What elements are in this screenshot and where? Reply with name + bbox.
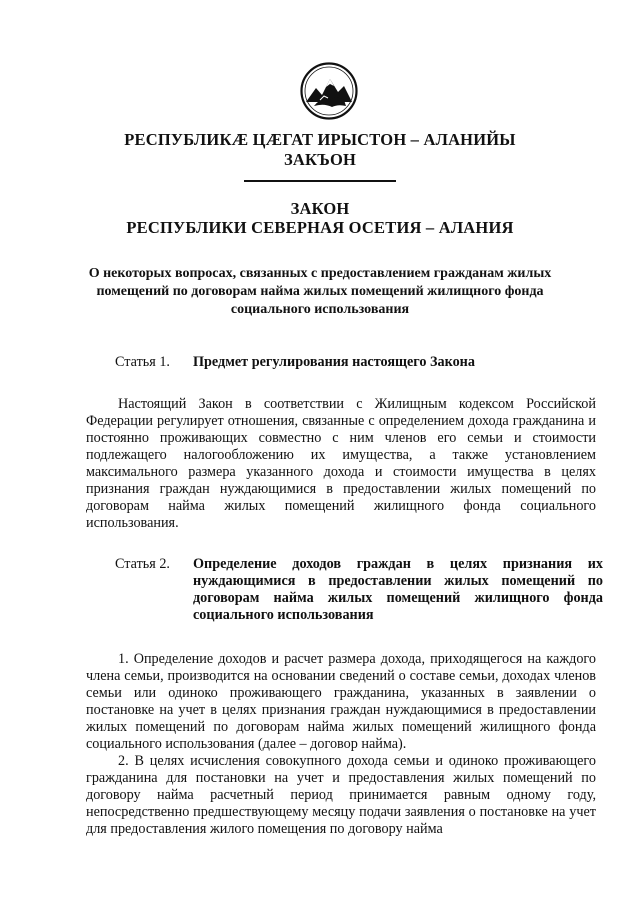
- article-1-paragraph: Настоящий Закон в соответствии с Жилищным кодексом Российской Федерации регулирует отношения, связанные с определением дохода гражданина и постоянно проживающих совместно с ним членов его семьи и стоимости подлежащего налогообложению их имущества, а также установлением максимального размера указанного дохода и стоимости имущества в целях признания граждан нуждающимися в предоставлении жилых помещений по договорам найма жилых помещений жилищного фонда социального использования.: [86, 396, 596, 531]
- article-2-paragraph-1: 1. Определение доходов и расчет размера дохода, приходящегося на каждого члена семьи, производится на основании сведений о составе семьи, доходах членов семьи или одиноко проживающего гражданина, указанных в заявлении о постановке на учет в целях признания граждан нуждающимися в предоставлении жилых помещений по договорам найма жилых помещений жилищного фонда социального использования (далее – договор найма).: [86, 651, 596, 752]
- law-title-line-2: помещений по договорам найма жилых помещений жилищного фонда: [96, 284, 544, 299]
- article-2-paragraph-2: 2. В целях исчисления совокупного дохода семьи и одиноко проживающего гражданина для постановки на учет и предоставления жилых помещений по договору найма расчетный период принимается равным одному году, непосредственно предшествующему месяцу подачи заявления о постановке на учет для предоставления жилого помещения по договору найма: [86, 753, 596, 837]
- header-divider: [244, 180, 396, 182]
- article-1-title: Предмет регулирования настоящего Закона: [193, 354, 475, 370]
- law-title-line-3: социального использования: [230, 302, 410, 317]
- article-1-number: Статья 1.: [115, 354, 170, 370]
- law-title-line-1: О некоторых вопросах, связанных с предоставлением гражданам жилых: [88, 266, 552, 281]
- article-2-text: [86, 651, 596, 838]
- article-2-number: Статья 2.: [115, 556, 170, 572]
- republic-name-ossetic: РЕСПУБЛИКӔ ЦӔГАТ ИРЫСТОН – АЛАНИЙЫ: [124, 130, 516, 149]
- law-label-russian: ЗАКОН: [290, 199, 350, 218]
- article-2-title: Определение доходов граждан в целях признания их нуждающимися в предоставлении жилых помещений по договорам найма жилых помещений жилищного фонда социального использования: [193, 556, 603, 623]
- law-label-ossetic: ЗАКЪОН: [283, 150, 357, 169]
- republic-name-russian: РЕСПУБЛИКИ СЕВЕРНАЯ ОСЕТИЯ – АЛАНИЯ: [126, 218, 514, 237]
- coat-of-arms-emblem: [300, 62, 358, 120]
- article-1-text: [86, 396, 596, 532]
